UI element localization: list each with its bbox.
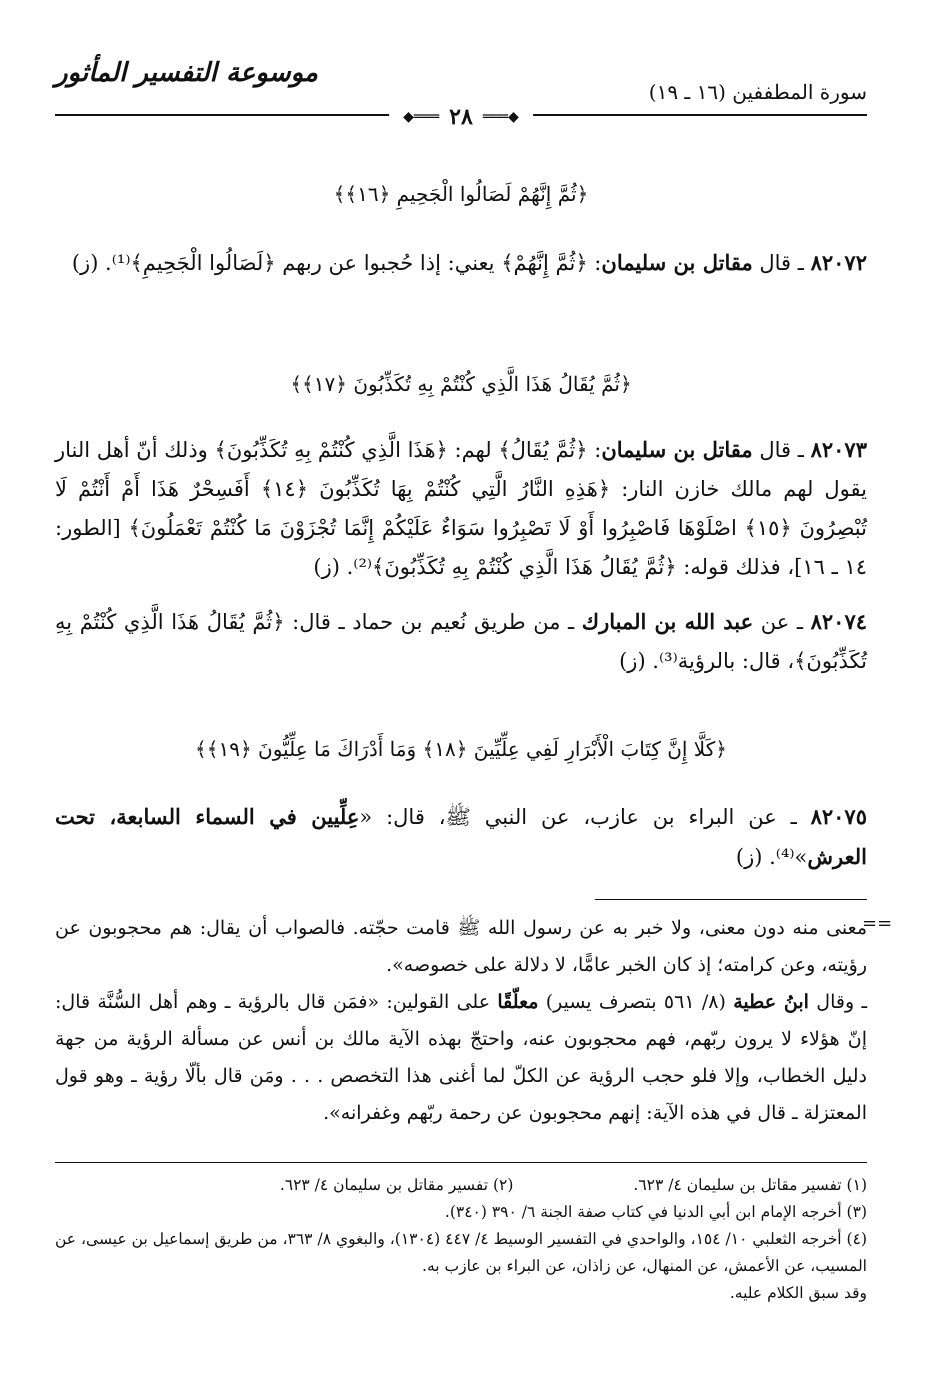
entry-text: : ﴿ثُمَّ يُقَالُ﴾ لهم: ﴿هَذَا الَّذِي كُنْتُمْ بِهِ تُكَذِّبُونَ﴾ وذلك أنّ أهل النار يقول لهم مالك خازن النار: ﴿هَذِهِ النَّارُ الَّتِي كُنْتُمْ بِهَا تُكَذِّبُونَ ﴿١٤﴾ أَفَسِحْرٌ هَذَا أَمْ أَنْتُمْ لَا تُبْصِرُونَ ﴿١٥﴾ اصْلَوْهَا فَاصْبِرُوا أَوْ لَا تَصْبِرُوا سَوَاءٌ عَلَيْكُمْ إِنَّمَا تُجْزَوْنَ مَا كُنْتُمْ تَعْمَلُونَ﴾ [الطور: ١٤ ـ ١٦]، فذلك قوله: ﴿ثُمَّ يُقَالُ هَذَا الَّذِي كُنْتُمْ بِهِ تُكَذِّبُونَ﴾⁽²⁾. (ز) [55, 438, 867, 579]
footnotes-rule [55, 1162, 867, 1163]
hadith-text: عِلِّيين في السماء السابعة، تحت العرش [55, 804, 867, 869]
footnote-4-cont: وقد سبق الكلام عليه. [729, 1284, 867, 1302]
footnote-1: (١) تفسير مقاتل بن سليمان ٤/ ٦٢٣. [633, 1176, 867, 1194]
entry-82075 [55, 797, 867, 877]
entry-text: ـ عن البراء بن عازب، عن النبي ﷺ، قال: « [359, 805, 811, 829]
ornament-icon: ═══◆ [482, 109, 519, 125]
note-text: على القولين: «فمَن قال بالرؤية ـ وهم أهل السُّنَّة قال: إنّ هؤلاء لا يرون ربّهم، فهم محجوبون عنه، واحتجّ بهذه الآية مالك بن أنس عن مسألة الرؤية من جهة دليل الخطاب، وإلا فلو حجب الرؤية عن الكلّ لما أغنى هذا التخصص . . . ومَن قال بألّا رؤية ـ وهو قول المعتزلة ـ قال في هذه الآية: إنهم محجوبون عن رحمة ربّهم وغفرانه». [55, 991, 867, 1124]
ornament-icon: ◆═══ [403, 109, 440, 125]
entry-prefix: ـ قال [752, 438, 811, 462]
entry-number: ٨٢٠٧٢ [810, 250, 867, 275]
notes-separator [595, 899, 867, 900]
verse-17: ﴿ثُمَّ يُقَالُ هَذَا الَّذِي كُنْتُمْ بِهِ تُكَذِّبُونَ ﴿١٧﴾﴾ [290, 372, 632, 396]
entry-prefix: ـ عن [753, 610, 811, 634]
continuation-mark: == [862, 913, 893, 934]
note-text: ـ وقال [808, 991, 868, 1013]
footnotes [55, 1172, 867, 1307]
entry-number: ٨٢٠٧٥ [810, 804, 867, 829]
entry-text: : ﴿ثُمَّ إِنَّهُمْ﴾ يعني: إذا حُجبوا عن ربهم ﴿لَصَالُوا الْجَحِيمِ﴾⁽¹⁾. (ز) [71, 251, 602, 275]
entry-82074 [55, 602, 867, 681]
note-ibn-atiyya [55, 984, 867, 1132]
footnote-4: (٤) أخرجه الثعلبي ١٠/ ١٥٤، والواحدي في التفسير الوسيط ٤/ ٤٤٧ (١٣٠٤)، والبغوي ٨/ ٣٦٣، من طريق إسماعيل بن عيسى، عن المسيب، عن الأعمش، عن المنهال، عن زاذان، عن البراء بن عازب به. [55, 1230, 867, 1275]
footnote-3: (٣) أخرجه الإمام ابن أبي الدنيا في كتاب صفة الجنة ٦/ ٣٩٠ (٣٤٠). [444, 1203, 867, 1221]
narrator-name: مقاتل بن سليمان [601, 250, 753, 275]
entry-82073 [55, 430, 867, 587]
note-name: ابنُ عطية [733, 991, 809, 1013]
page-number-block [389, 104, 533, 130]
footnote-2: (٢) تفسير مقاتل بن سليمان ٤/ ٦٢٣. [279, 1176, 514, 1194]
narrator-name: عبد الله بن المبارك [581, 609, 754, 634]
footnote-row [55, 1172, 867, 1199]
entry-text: ـ من طريق نُعيم بن حماد ـ قال: ﴿ثُمَّ يُقَالُ هَذَا الَّذِي كُنْتُمْ بِهِ تُكَذِّبُونَ﴾، قال: بالرؤية⁽³⁾. (ز) [55, 610, 867, 673]
page-number: ٢٨ [449, 104, 473, 130]
surah-title: سورة المطففين (١٦ ـ ١٩) [648, 80, 867, 104]
entry-text-end: »⁽⁴⁾. (ز) [735, 845, 808, 869]
verse-16: ﴿ثُمَّ إِنَّهُمْ لَصَالُوا الْجَحِيمِ ﴿١٦﴾﴾ [333, 182, 589, 206]
verse-18-19: ﴿كَلَّا إِنَّ كِتَابَ الْأَبْرَارِ لَفِي عِلِّيِّينَ ﴿١٨﴾ وَمَا أَدْرَاكَ مَا عِلِّيُّونَ ﴿١٩﴾﴾ [195, 737, 727, 761]
book-title: موسوعة التفسير المأثور [55, 58, 318, 88]
note-continuation: معنى منه دون معنى، ولا خبر به عن رسول الله ﷺ قامت حجّته. فالصواب أن يقال: هم محجوبون عن رؤيته، وعن كرامته؛ إذ كان الخبر عامًّا، لا دلالة على خصوصه». [55, 917, 867, 976]
entry-82072 [55, 243, 867, 283]
page-header [55, 52, 867, 130]
note-bold: معلّقًا [497, 991, 539, 1013]
entry-number: ٨٢٠٧٣ [810, 437, 867, 462]
note-text: (٨/ ٥٦١ بتصرف يسير) [538, 991, 734, 1013]
entry-prefix: ـ قال [752, 251, 811, 275]
narrator-name: مقاتل بن سليمان [601, 437, 753, 462]
entry-number: ٨٢٠٧٤ [810, 609, 868, 634]
